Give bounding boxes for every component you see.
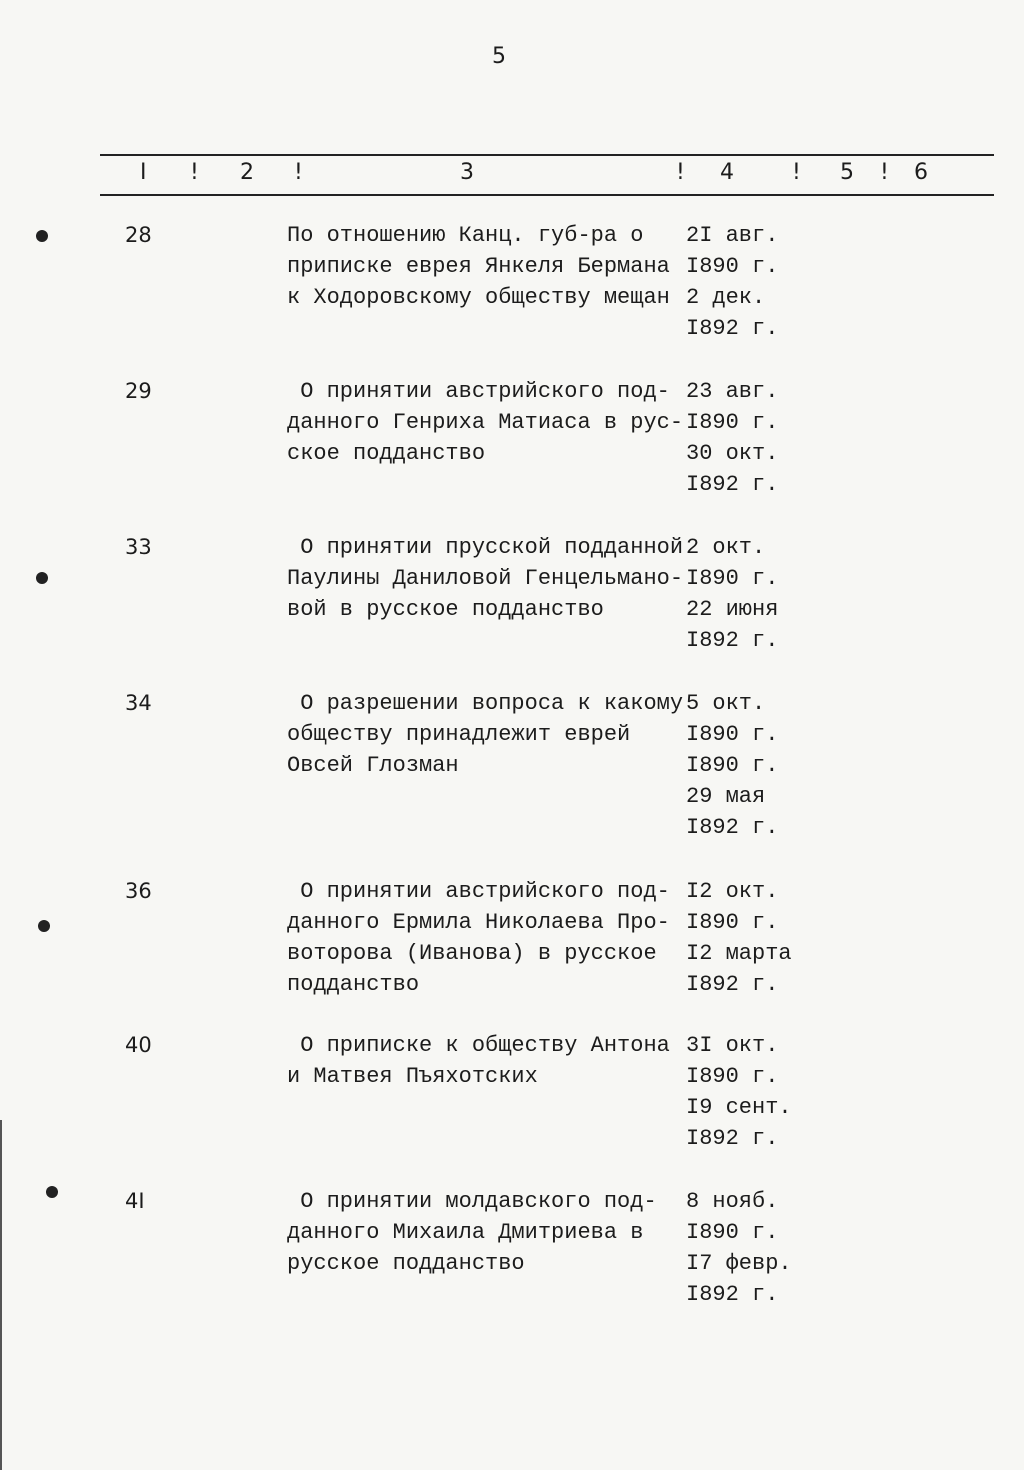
header-separator: ! bbox=[294, 160, 303, 185]
header-separator: ! bbox=[880, 160, 889, 185]
header-col-5: 5 bbox=[840, 160, 854, 185]
header-col-1: I bbox=[140, 160, 147, 185]
binding-hole bbox=[36, 230, 48, 242]
entry-title: О принятии австрийского под- данного Генриха Матиаса в рус- ское подданство bbox=[287, 379, 684, 466]
entry-title: О приписке к обществу Антона и Матвея Пъяхотских bbox=[287, 1033, 670, 1089]
entry-dates: 2 окт. I890 г. 22 июня I892 г. bbox=[686, 535, 779, 653]
page-number: 5 bbox=[492, 44, 506, 69]
entry-number: 28 bbox=[125, 223, 152, 247]
binding-hole bbox=[36, 572, 48, 584]
header-bottom-rule bbox=[100, 194, 994, 196]
header-col-3: 3 bbox=[460, 160, 474, 185]
entry-number: 36 bbox=[125, 879, 152, 903]
header-separator: ! bbox=[792, 160, 801, 185]
entry-dates: 8 нояб. I890 г. I7 февр. I892 г. bbox=[686, 1189, 792, 1307]
entry-title: По отношению Канц. губ-ра о приписке еврея Янкеля Бермана к Ходоровскому обществу мещан bbox=[287, 223, 670, 310]
entry-number: 4I bbox=[125, 1189, 145, 1213]
entry-dates: 3I окт. I890 г. I9 сент. I892 г. bbox=[686, 1033, 792, 1151]
entry-number: 29 bbox=[125, 379, 152, 403]
entry-dates: 23 авг. I890 г. 30 окт. I892 г. bbox=[686, 379, 779, 497]
entry-title: О принятии молдавского под- данного Михаила Дмитриева в русское подданство bbox=[287, 1189, 657, 1276]
header-col-4: 4 bbox=[720, 160, 734, 185]
entry-number: 34 bbox=[125, 691, 152, 715]
header-separator: ! bbox=[190, 160, 199, 185]
header-separator: ! bbox=[676, 160, 685, 185]
entry-number: 40 bbox=[125, 1033, 152, 1057]
entry-dates: 2I авг. I890 г. 2 дек. I892 г. bbox=[686, 223, 779, 341]
entry-number: 33 bbox=[125, 535, 152, 559]
entry-title: О разрешении вопроса к какому обществу принадлежит еврей Овсей Глозман bbox=[287, 691, 684, 778]
header-top-rule bbox=[100, 154, 994, 156]
entry-dates: I2 окт. I890 г. I2 марта I892 г. bbox=[686, 879, 792, 997]
page-edge bbox=[0, 1120, 2, 1470]
entry-title: О принятии прусской подданной Паулины Даниловой Генцельмано- вой в русское подданство bbox=[287, 535, 684, 622]
entry-dates: 5 окт. I890 г. I890 г. 29 мая I892 г. bbox=[686, 691, 779, 840]
binding-hole bbox=[38, 920, 50, 932]
entry-title: О принятии австрийского под- данного Ермила Николаева Про- воторова (Иванова) в русское подданство bbox=[287, 879, 670, 997]
header-col-6: 6 bbox=[914, 160, 928, 185]
table-header bbox=[0, 158, 1024, 190]
header-col-2: 2 bbox=[240, 160, 254, 185]
binding-hole bbox=[46, 1186, 58, 1198]
